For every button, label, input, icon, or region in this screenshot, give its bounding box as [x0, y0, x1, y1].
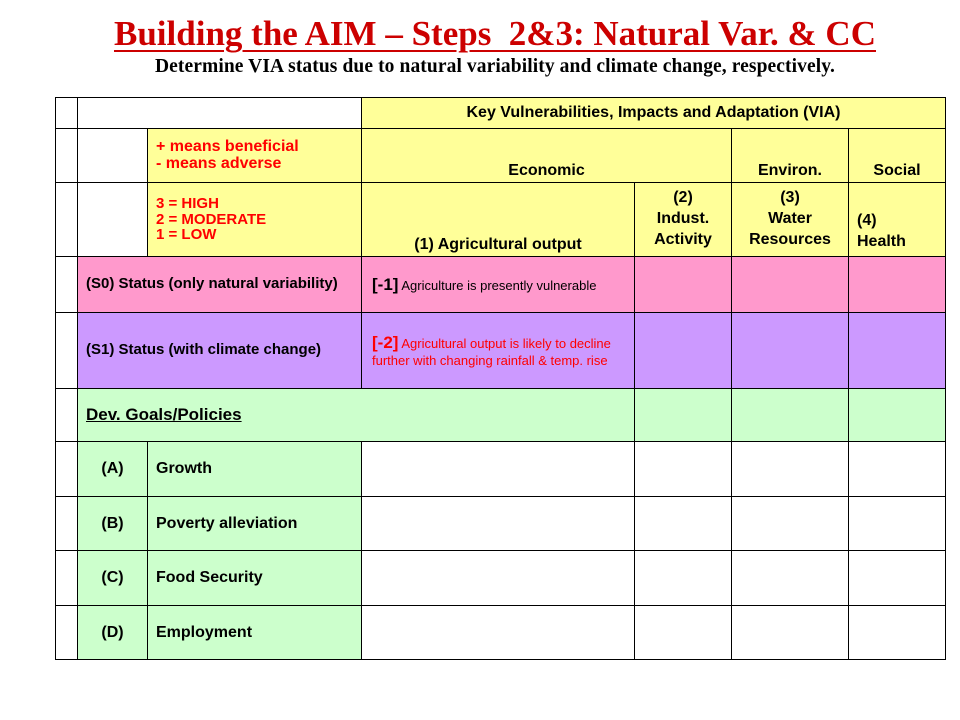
policy-code: (B) — [78, 497, 148, 551]
table-header-row — [56, 98, 946, 129]
dev-goals-text: Dev. Goals/Policies — [86, 405, 242, 424]
empty-cell — [56, 98, 78, 129]
via-table — [55, 97, 946, 660]
status-s1-text: Agricultural output is likely to decline further with changing rainfall & temp. rise — [372, 335, 611, 368]
sign-legend-row — [56, 129, 946, 183]
policy-cell — [732, 551, 849, 606]
empty-cell — [56, 313, 78, 389]
empty-cell — [78, 129, 148, 183]
scale-low: 1 = LOW — [156, 226, 217, 244]
dev-goals-health — [849, 389, 946, 442]
dev-goals-label — [78, 389, 635, 442]
col3-line: Resources — [749, 230, 831, 248]
scale-legend — [148, 183, 362, 257]
empty-cell — [56, 442, 78, 497]
status-s1-row — [56, 313, 946, 389]
policy-cell — [362, 606, 635, 660]
col3-line: Water — [768, 210, 812, 228]
policy-cell — [849, 497, 946, 551]
empty-cell — [56, 389, 78, 442]
empty-cell — [56, 129, 78, 183]
sign-legend — [148, 129, 362, 183]
col-industrial-activity — [635, 183, 732, 257]
col2-line: (2) — [673, 189, 693, 207]
status-s1-agriculture — [362, 313, 635, 389]
col2-line: Activity — [654, 230, 712, 248]
empty-cell — [56, 497, 78, 551]
status-s1-score: [-2] — [372, 332, 399, 352]
policy-name: Employment — [148, 606, 362, 660]
policy-cell — [732, 497, 849, 551]
policy-cell — [732, 606, 849, 660]
status-s0-water — [732, 257, 849, 313]
policy-name: Food Security — [148, 551, 362, 606]
empty-cell — [78, 183, 148, 257]
status-s0-row — [56, 257, 946, 313]
policy-row — [56, 497, 946, 551]
status-s1-label: (S1) Status (with climate change) — [78, 313, 362, 389]
dev-goals-water — [732, 389, 849, 442]
category-economic: Economic — [362, 129, 732, 183]
page-title: Building the AIM – Steps 2&3: Natural Var. & CC — [114, 14, 876, 53]
scale-high: 3 = HIGH — [156, 194, 219, 212]
policy-cell — [362, 551, 635, 606]
via-header: Key Vulnerabilities, Impacts and Adaptation (VIA) — [362, 98, 946, 129]
status-s0-agriculture — [362, 257, 635, 313]
col4-line: Health — [857, 233, 906, 251]
col2-line: Indust. — [656, 210, 710, 228]
policy-cell — [635, 606, 732, 660]
policy-row — [56, 442, 946, 497]
page-subtitle: Determine VIA status due to natural variability and climate change, respectively. — [154, 56, 836, 77]
policy-name: Growth — [148, 442, 362, 497]
sign-legend-adverse: - means adverse — [156, 154, 282, 172]
col3-line: (3) — [780, 189, 800, 207]
status-s0-score: [-1] — [372, 274, 399, 294]
category-environ: Environ. — [732, 129, 849, 183]
policy-cell — [635, 497, 732, 551]
policy-cell — [849, 606, 946, 660]
col-health — [849, 183, 946, 257]
policy-name: Poverty alleviation — [148, 497, 362, 551]
policy-cell — [362, 497, 635, 551]
sign-legend-beneficial: + means beneficial — [156, 137, 299, 155]
status-s1-water — [732, 313, 849, 389]
status-s0-label: (S0) Status (only natural variability) — [78, 257, 362, 313]
policy-cell — [849, 551, 946, 606]
col-agricultural-output: (1) Agricultural output — [362, 183, 635, 257]
category-social: Social — [849, 129, 946, 183]
policy-row — [56, 551, 946, 606]
empty-cell — [56, 257, 78, 313]
empty-cell — [56, 606, 78, 660]
policy-row — [56, 606, 946, 660]
status-s0-industry — [635, 257, 732, 313]
status-s1-health — [849, 313, 946, 389]
empty-cell — [56, 183, 78, 257]
empty-cell — [78, 98, 362, 129]
col-water-resources — [732, 183, 849, 257]
dev-goals-row — [56, 389, 946, 442]
status-s0-health — [849, 257, 946, 313]
policy-cell — [635, 551, 732, 606]
scale-row — [56, 183, 946, 257]
policy-cell — [849, 442, 946, 497]
empty-cell — [56, 551, 78, 606]
dev-goals-industry — [635, 389, 732, 442]
policy-cell — [732, 442, 849, 497]
status-s0-text: Agriculture is presently vulnerable — [398, 277, 597, 293]
status-s1-industry — [635, 313, 732, 389]
policy-cell — [362, 442, 635, 497]
policy-code: (D) — [78, 606, 148, 660]
policy-code: (C) — [78, 551, 148, 606]
policy-code: (A) — [78, 442, 148, 497]
col4-line: (4) — [857, 211, 877, 229]
scale-moderate: 2 = MODERATE — [156, 210, 267, 228]
policy-cell — [635, 442, 732, 497]
